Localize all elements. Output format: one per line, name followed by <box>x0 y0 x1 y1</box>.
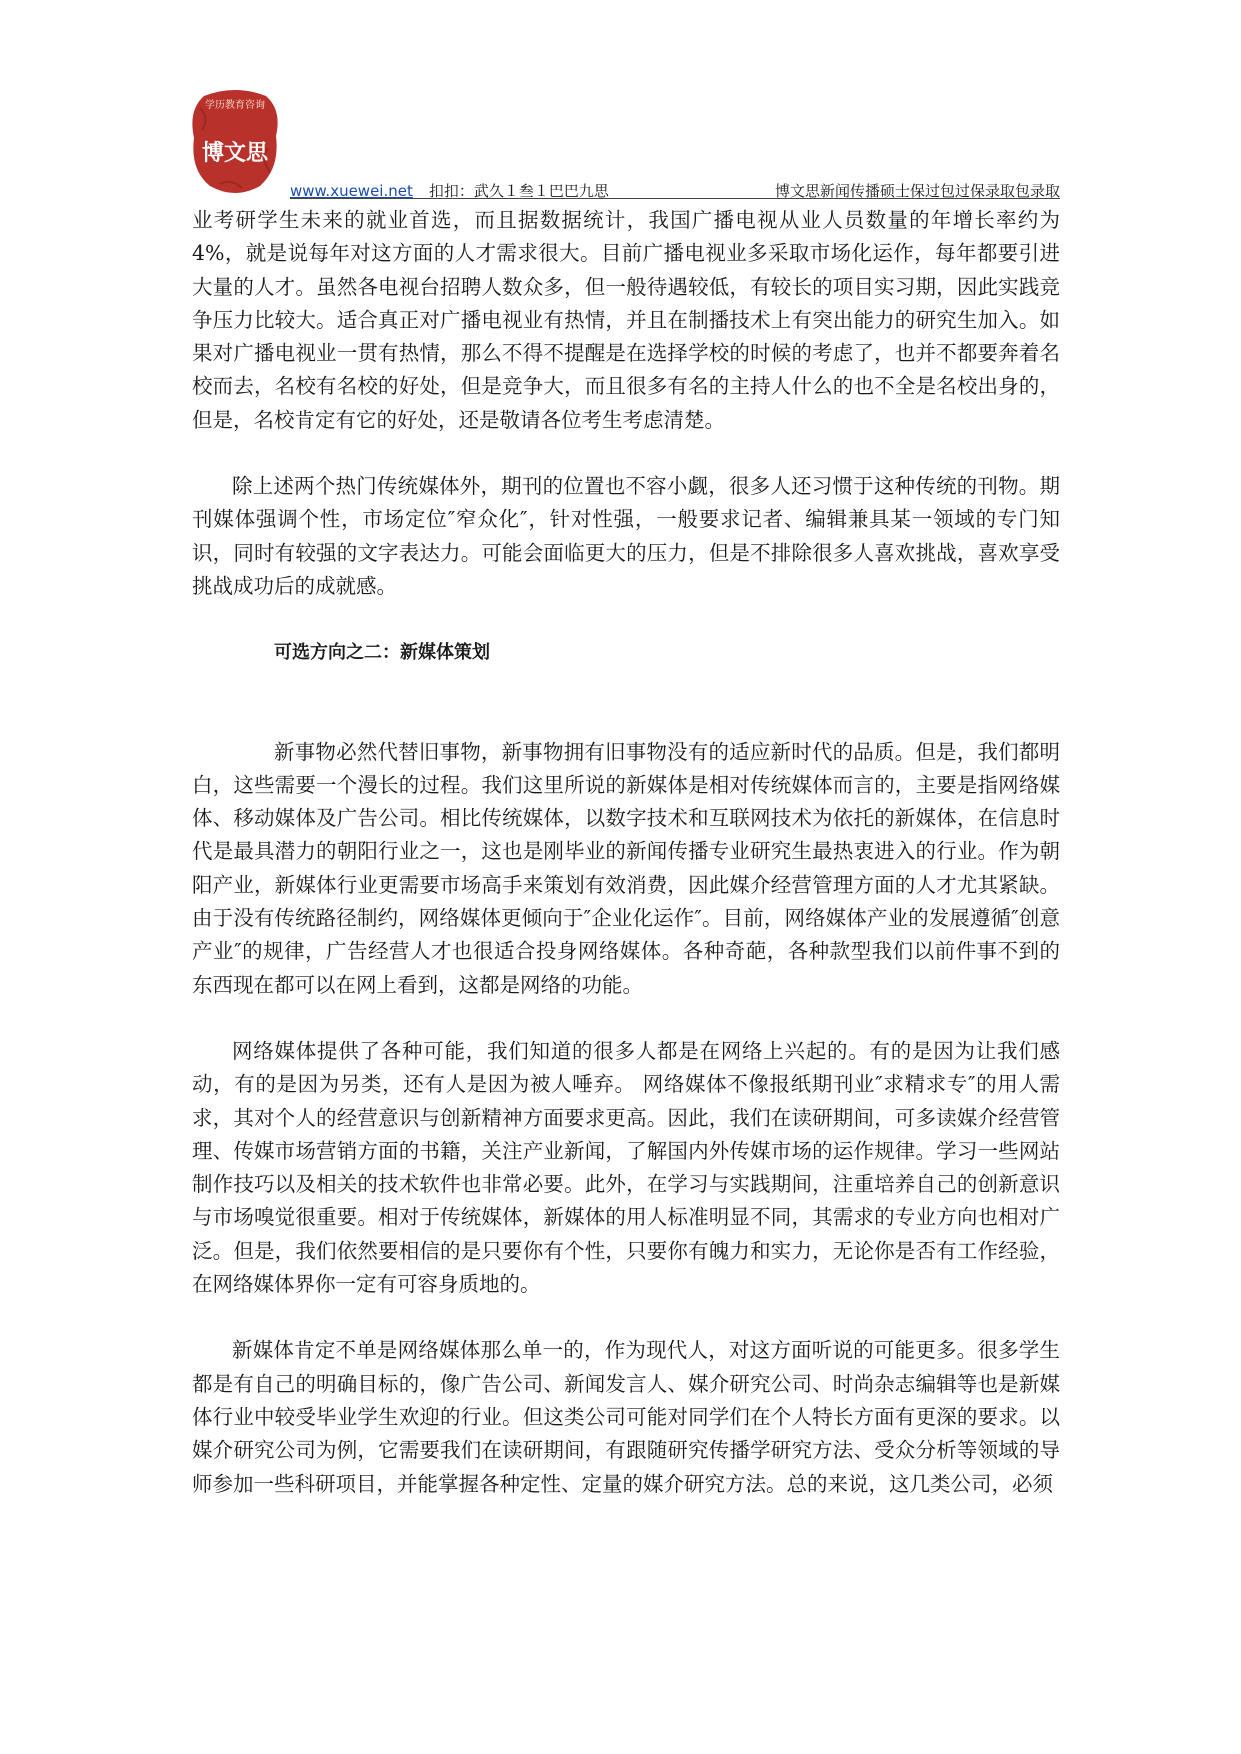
paragraph: 网络媒体提供了各种可能，我们知道的很多人都是在网络上兴起的。有的是因为让我们感动，有的是因为另类，还有人是因为被人唾弃。 网络媒体不像报纸期刊业″求精求专″的用人需求，其对个人的经营意识与创新精神方面要求更高。因此，我们在读研期间，可多读媒介经营管理、传媒市场营销方面的书籍，关注产业新闻，了解国内外传媒市场的运作规律。学习一些网站制作技巧以及相关的技术软件也非常必要。此外，在学习与实践期间，注重培养自己的创新意识与市场嗅觉很重要。相对于传统媒体，新媒体的用人标准明显不同，其需求的专业方向也相对广泛。但是，我们依然要相信的是只要你有个性，只要你有魄力和实力，无论你是否有工作经验，在网络媒体界你一定有可容身质地的。 <box>192 1038 1060 1297</box>
website-link[interactable]: www.xuewei.net <box>290 182 413 200</box>
logo-brand-text: 博文思 <box>201 140 269 166</box>
page-header <box>190 88 1060 200</box>
brand-seal-logo <box>190 88 280 196</box>
paragraph: 除上述两个热门传统媒体外，期刊的位置也不容小觑，很多人还习惯于这种传统的刊物。期刊媒体强调个性，市场定位″窄众化″，针对性强，一般要求记者、编辑兼具某一领域的专门知识，同时有较强的文字表达力。可能会面临更大的压力，但是不排除很多人喜欢挑战，喜欢享受挑战成功后的成就感。 <box>192 474 1060 598</box>
paragraph: 业考研学生未来的就业首选，而且据数据统计，我国广播电视从业人员数量的年增长率约为4%，就是说每年对这方面的人才需求很大。目前广播电视业多采取市场化运作，每年都要引进大量的人才。虽然各电视台招聘人数众多，但一般待遇较低，有较长的项目实习期，因此实践竞争压力比较大。适合真正对广播电视业有热情，并且在制播技术上有突出能力的研究生加入。如果对广播电视业一贯有热情，那么不得不提醒是在选择学校的时候的考虑了，也并不都要奔着名校而去，名校有名校的好处，但是竞争大，而且很多有名的主持人什么的也不全是名校出身的，但是，名校肯定有它的好处，还是敬请各位考生考虑清楚。 <box>192 208 1060 432</box>
paragraph: 新媒体肯定不单是网络媒体那么单一的，作为现代人，对这方面听说的可能更多。很多学生都是有自己的明确目标的，像广告公司、新闻发言人、媒介研究公司、时尚杂志编辑等也是新媒体行业中较受毕业学生欢迎的行业。但这类公司可能对同学们在个人特长方面有更深的要求。以媒介研究公司为例，它需要我们在读研期间，有跟随研究传播学研究方法、受众分析等领域的导师参加一些科研项目，并能掌握各种定性、定量的媒介研究方法。总的来说，这几类公司，必须 <box>192 1338 1060 1496</box>
section-heading: 可选方向之二：新媒体策划 <box>274 642 490 664</box>
document-body <box>192 204 1060 1501</box>
header-divider <box>290 198 1060 199</box>
header-slogan: 博文思新闻传播硕士保过包过保录取包录取 <box>774 182 1060 200</box>
paragraph: 新事物必然代替旧事物，新事物拥有旧事物没有的适应新时代的品质。但是，我们都明白，这些需要一个漫长的过程。我们这里所说的新媒体是相对传统媒体而言的，主要是指网络媒体、移动媒体及广告公司。相比传统媒体，以数字技术和互联网技术为依托的新媒体，在信息时代是最具潜力的朝阳行业之一，这也是刚毕业的新闻传播专业研究生最热衷进入的行业。作为朝阳产业，新媒体行业更需要市场高手来策划有效消费，因此媒介经营管理方面的人才尤其紧缺。由于没有传统路径制约，网络媒体更倾向于″企业化运作″。目前，网络媒体产业的发展遵循″创意产业″的规律，广告经营人才也很适合投身网络媒体。各种奇葩，各种款型我们以前件事不到的东西现在都可以在网上看到，这都是网络的功能。 <box>192 739 1060 997</box>
contact-text: 扣扣：武久１叁１巴巴九思 <box>428 182 609 200</box>
logo-top-text: 学历教育咨询 <box>205 100 265 111</box>
